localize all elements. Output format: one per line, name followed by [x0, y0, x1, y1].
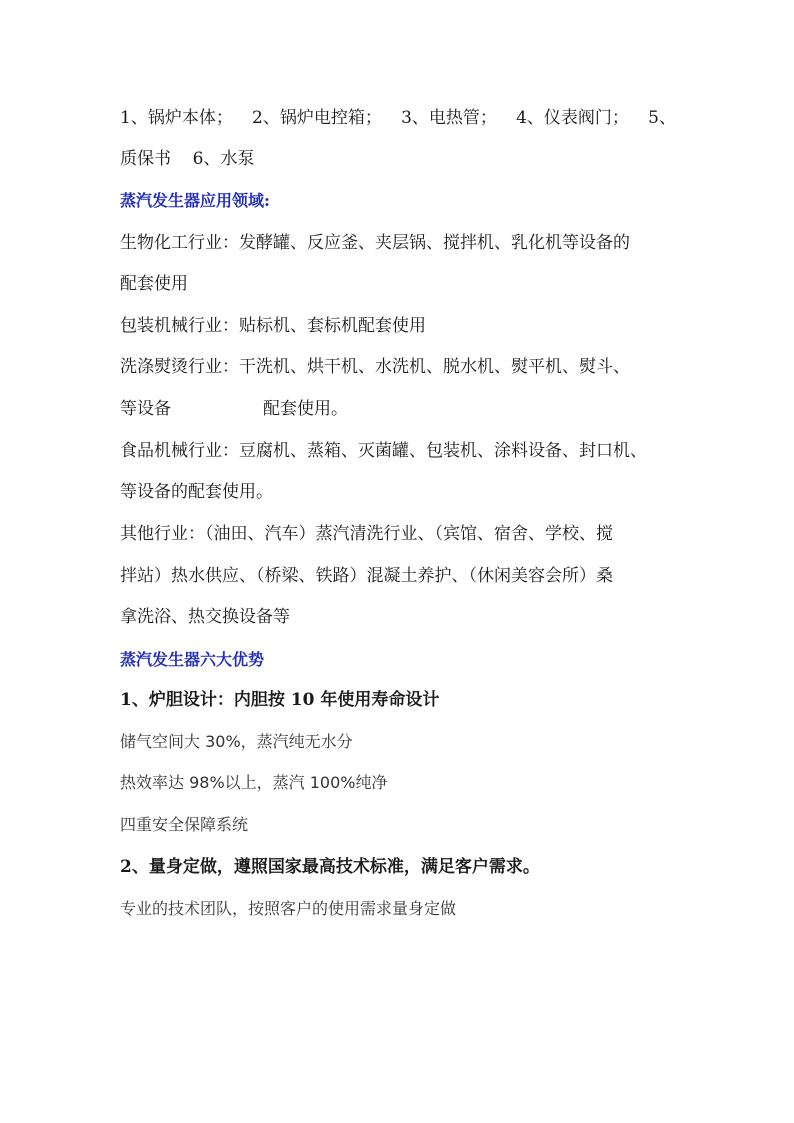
other-industry-line-2: 拌站）热水供应、（桥梁、铁路）混凝土养护、（休闲美容会所）桑 — [120, 566, 613, 586]
component-item-3: 3、电热管； — [401, 108, 497, 128]
other-industry-line-1: 其他行业：（油田、汽车）蒸汽清洗行业、（宾馆、宿舍、学校、搅 — [120, 524, 613, 544]
components-list-row-2 — [120, 148, 254, 170]
food-industry-line-2: 等设备的配套使用。 — [120, 482, 273, 502]
laundry-industry-line-1: 洗涤熨烫行业：干洗机、烘干机、水洗机、脱水机、熨平机、熨斗、 — [120, 357, 630, 377]
bio-industry-line-1: 生物化工行业：发酵罐、反应釜、夹层锅、搅拌机、乳化机等设备的 — [120, 233, 630, 253]
advantage-2-point-1: 专业的技术团队，按照客户的使用需求量身定做 — [120, 899, 457, 918]
bio-industry-line-2: 配套使用 — [120, 274, 188, 294]
packaging-industry-line: 包装机械行业：贴标机、套标机配套使用 — [120, 316, 426, 336]
advantage-1-title: 1、炉胆设计：内胆按 10 年使用寿命设计 — [120, 690, 440, 710]
laundry-line-2-part-b: 配套使用。 — [263, 399, 348, 419]
component-item-6: 6、水泵 — [192, 149, 255, 169]
component-item-5: 质保书 — [120, 149, 171, 169]
advantage-1-point-2: 热效率达 98%以上，蒸汽 100%纯净 — [120, 773, 388, 792]
component-item-5-number: 5、 — [648, 108, 676, 128]
components-list-row — [120, 107, 676, 129]
advantage-1-point-3: 四重安全保障系统 — [120, 815, 249, 834]
advantages-heading: 蒸汽发生器六大优势 — [120, 650, 265, 669]
component-item-4: 4、仪表阀门； — [516, 108, 629, 128]
laundry-industry-line-2 — [120, 398, 348, 420]
laundry-line-2-part-a: 等设备 — [120, 399, 171, 419]
component-item-1: 1、锅炉本体； — [120, 108, 233, 128]
component-item-2: 2、锅炉电控箱； — [252, 108, 382, 128]
advantage-1-point-1: 储气空间大 30%，蒸汽纯无水分 — [120, 732, 353, 751]
other-industry-line-3: 拿洗浴、热交换设备等 — [120, 607, 290, 627]
advantage-2-title: 2、量身定做，遵照国家最高技术标准，满足客户需求。 — [120, 857, 540, 877]
application-heading: 蒸汽发生器应用领域: — [120, 191, 270, 210]
food-industry-line-1: 食品机械行业：豆腐机、蒸箱、灭菌罐、包装机、涂料设备、封口机、 — [120, 441, 647, 461]
